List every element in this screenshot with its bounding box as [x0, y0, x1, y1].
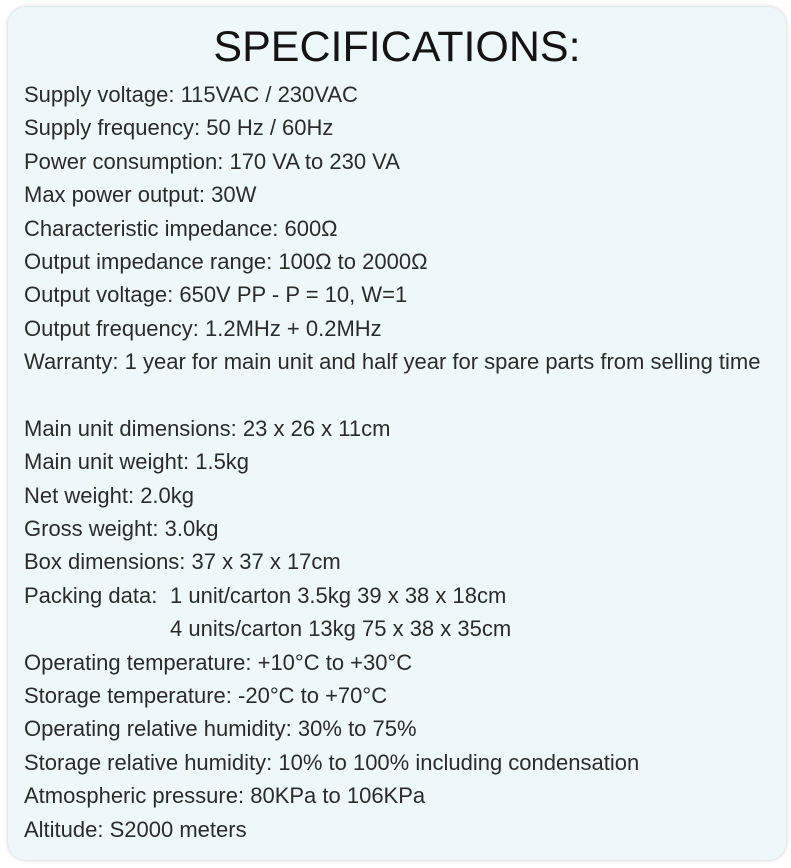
spec-label: Supply frequency:: [24, 115, 201, 141]
spec-label: Altitude:: [24, 816, 104, 842]
spec-label: Warranty:: [24, 349, 119, 375]
spec-row-altitude: [24, 813, 780, 846]
spec-row-warranty: [24, 345, 780, 378]
spec-label: Operating relative humidity:: [24, 716, 292, 742]
spec-label: Max power output:: [24, 182, 205, 208]
spec-label: Operating temperature:: [24, 649, 252, 675]
spec-value: 115VAC / 230VAC: [180, 82, 358, 107]
spec-row-output-frequency: [24, 312, 780, 345]
spec-row-supply-voltage: [24, 78, 780, 111]
section-spacer: [24, 379, 780, 412]
spec-value: +10°C to +30°C: [257, 649, 413, 675]
spec-row-gross-weight: [24, 512, 780, 545]
spec-row-max-power-output: [24, 178, 780, 211]
spec-label: Atmospheric pressure:: [24, 783, 245, 809]
spec-row-operating-temperature: [24, 646, 780, 679]
spec-label: Storage temperature:: [24, 683, 232, 709]
spec-value: S2000 meters: [109, 816, 247, 842]
spec-row-atmospheric-pressure: [24, 779, 780, 812]
spec-value: 37 x 37 x 17cm: [191, 549, 341, 575]
spec-label: Power consumption:: [24, 148, 224, 174]
specifications-card: [8, 7, 786, 860]
spec-value: 650V PP - P = 10, W=1: [179, 282, 408, 308]
spec-row-main-unit-dimensions: [24, 412, 780, 445]
spec-value: 30W: [211, 182, 257, 208]
spec-value: 23 x 26 x 11cm: [242, 415, 391, 441]
spec-value: -20°C to +70°C: [238, 683, 388, 709]
spec-value: 50 Hz / 60Hz: [206, 115, 334, 141]
spec-row-output-impedance-range: [24, 245, 780, 278]
spec-value: 30% to 75%: [297, 716, 417, 742]
spec-label: Main unit dimensions:: [24, 415, 237, 441]
spec-row-main-unit-weight: [24, 445, 780, 478]
spec-label: Main unit weight:: [24, 449, 190, 475]
spec-value: 2.0kg: [140, 482, 195, 508]
spec-label: Output impedance range:: [24, 248, 273, 274]
spec-row-storage-humidity: [24, 746, 780, 779]
spec-value: 80KPa to 106KPa: [250, 783, 426, 809]
spec-value: 600Ω: [284, 215, 338, 241]
spec-row-output-voltage: [24, 278, 780, 311]
spec-row-storage-temperature: [24, 679, 780, 712]
spec-row-supply-frequency: [24, 111, 780, 144]
spec-row-characteristic-impedance: [24, 212, 780, 245]
packing-values: [170, 579, 511, 646]
spec-value: 10% to 100% including condensation: [278, 749, 640, 775]
spec-row-box-dimensions: [24, 545, 780, 578]
spec-label: Net weight:: [24, 482, 135, 508]
spec-label: Storage relative humidity:: [24, 749, 273, 775]
spec-row-operating-humidity: [24, 712, 780, 745]
spec-value: 1.5kg: [195, 449, 250, 475]
spec-label: Output voltage:: [24, 282, 174, 308]
specifications-list: [24, 78, 780, 846]
spec-label: Packing data:: [24, 582, 158, 608]
spec-value: 3.0kg: [164, 516, 219, 542]
spec-label: Output frequency:: [24, 315, 199, 341]
packing-value: 1 unit/carton 3.5kg 39 x 38 x 18cm: [170, 582, 507, 608]
spec-row-power-consumption: [24, 145, 780, 178]
packing-value: 4 units/carton 13kg 75 x 38 x 35cm: [170, 616, 512, 642]
spec-label: Characteristic impedance:: [24, 215, 279, 241]
page-title: SPECIFICATIONS:: [213, 23, 581, 71]
spec-value: 170 VA to 230 VA: [229, 148, 400, 174]
spec-row-packing-data: [24, 579, 780, 646]
spec-label: Box dimensions:: [24, 549, 186, 575]
spec-value: 1.2MHz + 0.2MHz: [205, 315, 382, 341]
spec-row-net-weight: [24, 479, 780, 512]
spec-label: Supply voltage:: [24, 82, 175, 107]
spec-label: Gross weight:: [24, 516, 159, 542]
spec-value: 100Ω to 2000Ω: [278, 248, 428, 274]
spec-value: 1 year for main unit and half year for spare parts from selling time: [124, 349, 761, 375]
